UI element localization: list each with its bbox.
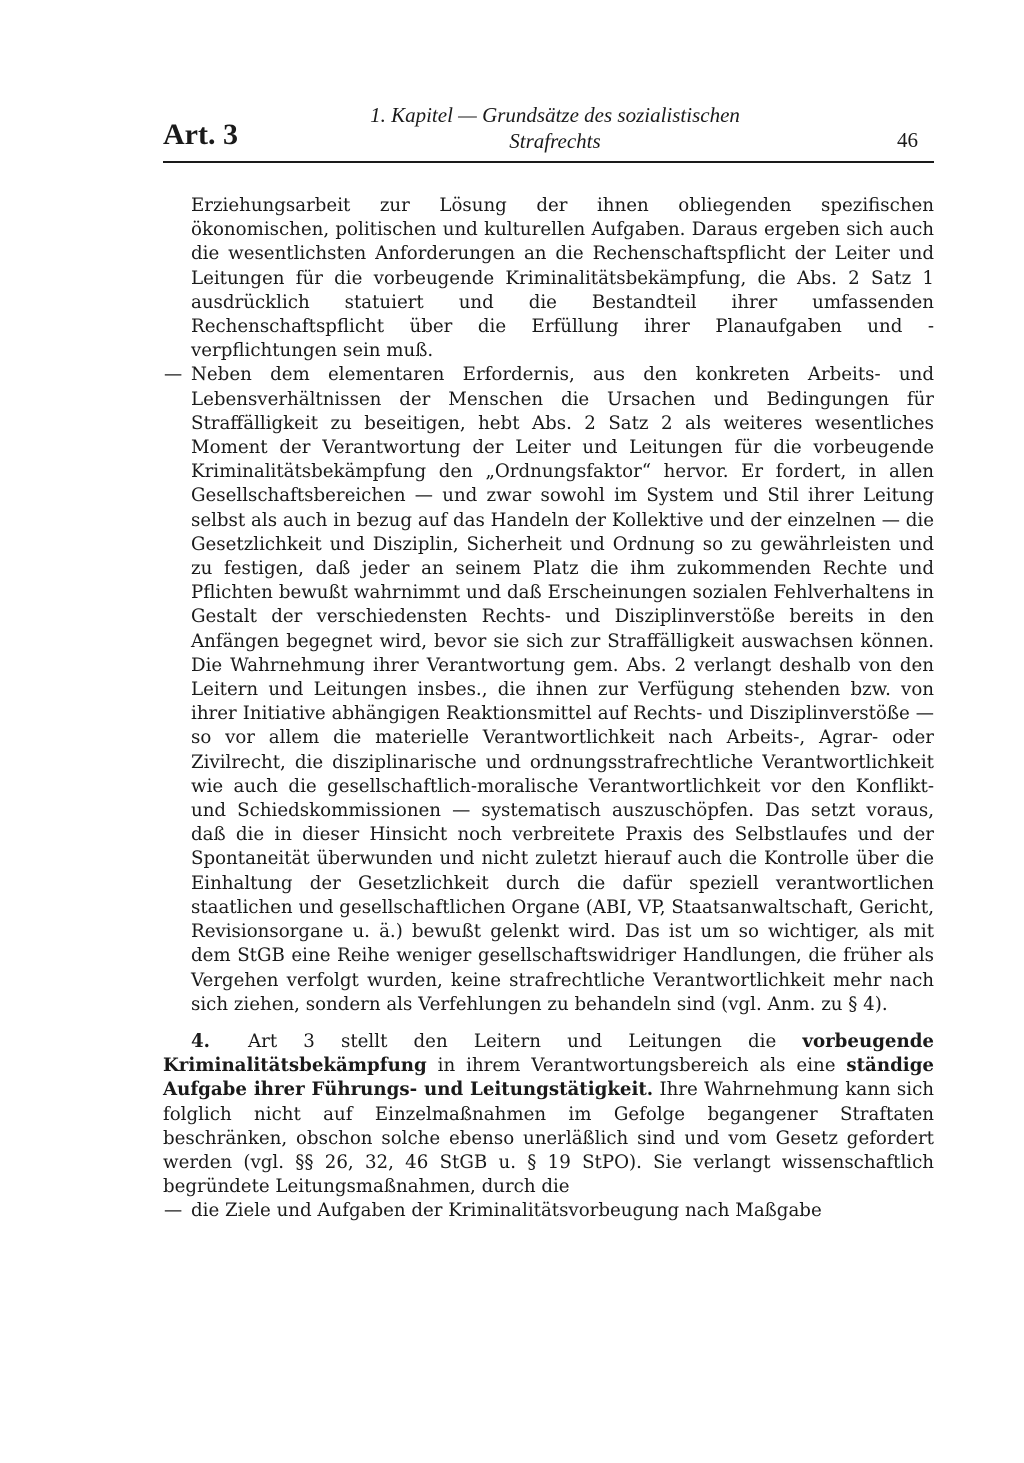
- para4-text-3: Ihre Wahrnehmung kann sich folglich nicht auf Einzelmaßnahmen im Gefolge begangener Straftaten beschränken, obschon solche ebenso unerläßlich sind und vom Gesetz gefordert werden (vgl. §§ 26, 32, 46 StGB u. § 19 StPO). Sie verlangt wissenschaftlich begründete Leitungsmaßnahmen, durch die: [163, 1079, 934, 1198]
- dash-marker-2: —: [164, 1200, 183, 1222]
- dash-paragraph-1: [164, 363, 934, 1016]
- page-header: [0, 0, 1024, 170]
- dash-paragraph-1-text: Neben dem elementaren Erfordernis, aus den konkreten Arbeits- und Lebensverhältnissen der Menschen die Ursachen und Bedingungen für Straffälligkeit zu beseitigen, hebt Abs. 2 Satz 2 als weiteres wesentliches Moment der Verantwortung der Leiter und Leitungen für die vorbeugende Kriminalitätsbekämpfung den „Ordnungsfaktor“ hervor. Er fordert, in allen Gesellschaftsbereichen — und zwar sowohl im System und Stil ihrer Leitung selbst als auch in bezug auf das Handeln der Kollektive und der einzelnen — die Gesetzlichkeit und Disziplin, Sicherheit und Ordnung so zu gewährleisten und zu festigen, daß jeder an seinem Platz die ihm zukommenden Rechte und Pflichten bewußt wahrnimmt und daß Erscheinungen sozialen Fehlverhaltens in Gestalt der verschiedensten Rechts- und Disziplinverstöße bereits in den Anfängen begegnet wird, bevor sie sich zur Straffälligkeit auswachsen können. Die Wahrnehmung ihrer Verantwortung gem. Abs. 2 verlangt deshalb von den Leitern und Leitungen insbes., die ihnen zur Verfügung stehenden bzw. von ihrer Initiative abhängigen Reaktionsmittel auf Rechts- und Disziplinverstöße — so vor allem die materielle Verantwortlichkeit nach Arbeits-, Agrar- oder Zivilrecht, die disziplinarische und ordnungsstrafrechtliche Verantwortlichkeit wie auch die gesellschaftlich-moralische Verantwortlichkeit vor den Konflikt- und Schiedskommissionen — systematisch auszuschöpfen. Das setzt voraus, daß die in dieser Hinsicht noch verbreitete Praxis des Selbstlaufes und der Spontaneität überwunden und nicht zuletzt hierauf auch die Kontrolle über die Einhaltung der Gesetzlichkeit durch die dafür speziell verantwortlichen staatlichen und gesellschaftlichen Organe (ABI, VP, Staatsanwaltschaft, Gericht, Revisionsorgane u. ä.) bewußt gelenkt wird. Das ist um so wichtiger, als mit dem StGB eine Reihe weniger gesellschaftswidriger Handlungen, die früher als Vergehen verfolgt wurden, keine strafrechtliche Verantwortlichkeit mehr nach sich ziehen, sondern als Verfehlungen zu behandeln sind (vgl. Anm. zu § 4).: [191, 364, 934, 1015]
- running-title-line-2: Strafrechts: [509, 129, 601, 153]
- para4-text-1: Art 3 stellt den Leitern und Leitungen die: [248, 1030, 803, 1052]
- paragraph-number-4: 4.: [191, 1030, 210, 1052]
- dash-paragraph-2: [164, 1199, 934, 1223]
- numbered-paragraph-4: [163, 1030, 934, 1199]
- dash-paragraph-2-text: die Ziele und Aufgaben der Kriminalitätsvorbeugung nach Maßgabe: [191, 1200, 822, 1222]
- page-body: [0, 194, 1024, 1224]
- running-title-line-1: 1. Kapitel — Grundsätze des sozialistischen: [370, 103, 740, 127]
- para4-bold-1: vorbeugende Kriminalitätsbekämpfung: [163, 1030, 934, 1077]
- para4-bold-2: ständige Aufgabe ihrer Führungs- und Leitungstätigkeit.: [163, 1055, 934, 1101]
- header-rule: [163, 161, 934, 163]
- para4-text-2: in ihrem Verantwortungsbereich als eine: [426, 1055, 847, 1077]
- continued-paragraph: Erziehungsarbeit zur Lösung der ihnen obliegenden spezifischen ökonomischen, politischen und kulturellen Aufgaben. Daraus ergeben sich auch die wesentlichsten Anforderungen an die Rechenschaftspflicht der Leiter und Leitungen für die vorbeugende Kriminalitätsbekämpfung, die Abs. 2 Satz 1 ausdrücklich statuiert und die Bestandteil ihrer umfassenden Rechenschaftspflicht über die Erfüllung ihrer Planaufgaben und -verpflichtungen sein muß.: [191, 195, 934, 362]
- dash-marker-1: —: [164, 364, 183, 386]
- running-title: [290, 102, 820, 154]
- page-number: 46: [897, 128, 918, 152]
- article-label: Art. 3: [163, 118, 238, 151]
